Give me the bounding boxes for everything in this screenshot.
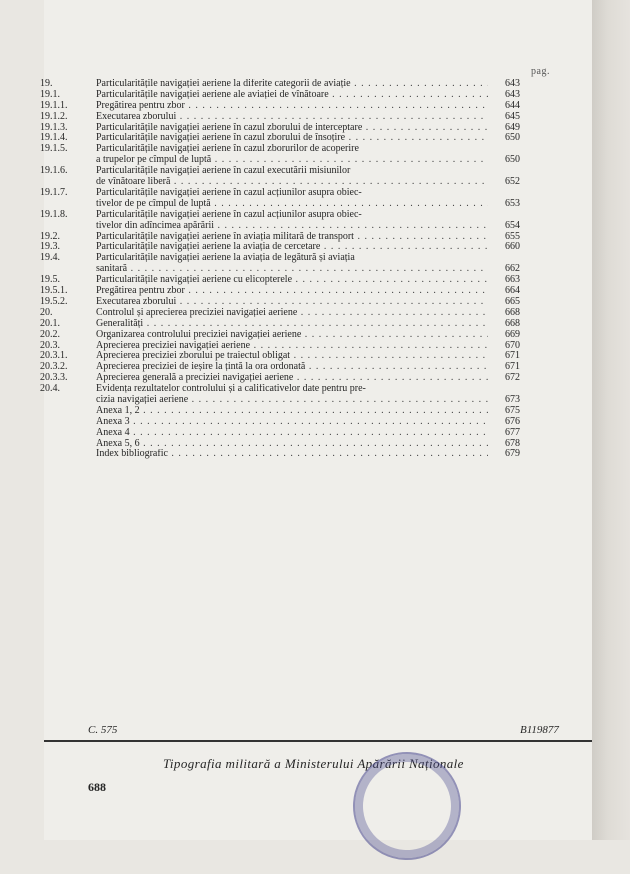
- toc-entry-page: 671: [505, 350, 520, 362]
- toc-entry: [0, 275, 548, 286]
- toc-entry-title: [96, 297, 488, 308]
- toc-entry-title-line: Pregătirea pentru zbor . . .: [96, 101, 488, 112]
- toc-entry: [0, 166, 548, 188]
- toc-entry: [0, 308, 548, 319]
- toc-entry-title-line: Executarea zborului . . .: [96, 297, 488, 308]
- toc-entry: [0, 362, 548, 373]
- toc-entry-title: [96, 242, 488, 253]
- toc-entry-title-line: sanitară . . .: [96, 264, 488, 275]
- toc-entry-title: [96, 308, 488, 319]
- toc-entry-number: 20.3.: [40, 339, 60, 351]
- toc-entry-title-line: Particularitățile navigației aeriene în cazul acțiunilor asupra obiec-: [96, 209, 362, 220]
- toc-entry-page: 671: [505, 361, 520, 373]
- toc-entry-page: 643: [505, 88, 520, 100]
- toc-entry-number: 19.1.1.: [40, 99, 68, 111]
- toc-entry-title: [96, 341, 488, 352]
- toc-entry: [0, 439, 548, 450]
- toc-entry-title-line: Anexa 1, 2 . . .: [96, 406, 488, 417]
- toc-entry-number: 19.3.: [40, 241, 60, 253]
- toc-entry-page: 645: [505, 110, 520, 122]
- toc-entry-page: 663: [505, 274, 520, 286]
- toc-entry: [0, 417, 548, 428]
- toc-entry-number: 19.1.: [40, 88, 60, 100]
- toc-entry-title: [96, 428, 488, 439]
- toc-entry-number: 20.2.: [40, 328, 60, 340]
- toc-entry-title: [96, 439, 488, 450]
- toc-entry-title-line: Evidența rezultatelor controlului și a calificativelor date pentru pre-: [96, 384, 366, 395]
- toc-entry-title: [96, 144, 488, 166]
- toc-entry: [0, 351, 548, 362]
- toc-entry-title: [96, 384, 488, 406]
- toc-entry-title: [96, 319, 488, 330]
- toc-entry: [0, 341, 548, 352]
- toc-entry-title-line: de vînătoare liberă . . .: [96, 177, 488, 188]
- toc-entry: [0, 242, 548, 253]
- toc-entry-title-line: Aprecierea generală a preciziei navigației aeriene . . .: [96, 373, 488, 384]
- toc-entry-page: 676: [505, 415, 520, 427]
- toc-entry-title-line: Aprecierea preciziei navigației aeriene . . .: [96, 341, 488, 352]
- toc-entry-page: 668: [505, 317, 520, 329]
- toc-entry-number: 20.4.: [40, 383, 60, 395]
- toc-entry-title-line: tivelor din adîncimea apărării . . .: [96, 221, 488, 232]
- toc-entry-title: [96, 362, 488, 373]
- toc-entry-number: 19.5.: [40, 274, 60, 286]
- toc-entry-number: 20.3.2.: [40, 361, 68, 373]
- toc-entry-page: 664: [505, 285, 520, 297]
- toc-entry-title: [96, 166, 488, 188]
- toc-entry-title: [96, 79, 488, 90]
- toc-entry-title: [96, 123, 488, 134]
- toc-entry-number: 19.: [40, 78, 53, 89]
- toc-entry-page: 655: [505, 230, 520, 242]
- toc-entry-page: 643: [505, 77, 520, 89]
- toc-entry-title: [96, 351, 488, 362]
- toc-entry-title-line: Anexa 5, 6 . . .: [96, 439, 488, 450]
- toc-entry: [0, 406, 548, 417]
- toc-entry-page: 644: [505, 99, 520, 111]
- toc-entry: [0, 133, 548, 144]
- toc-entry-title: [96, 253, 488, 275]
- toc-entry: [0, 449, 548, 460]
- toc-entry: [0, 253, 548, 275]
- print-code-left: C. 575: [88, 724, 118, 736]
- toc-entry: [0, 101, 548, 112]
- toc-entry-title: [96, 112, 488, 123]
- toc-entry-title-line: Index bibliografic . . .: [96, 449, 488, 460]
- toc-entry-title-line: Pregătirea pentru zbor . . .: [96, 286, 488, 297]
- toc-entry: [0, 232, 548, 243]
- toc-entry-title-line: Particularitățile navigației aeriene la diferite categorii de aviație . . .: [96, 79, 488, 90]
- toc-entry: [0, 90, 548, 101]
- toc-entry-title-line: Particularitățile navigației aeriene în cazul zborului de însoțire . . .: [96, 133, 488, 144]
- toc-entry: [0, 319, 548, 330]
- toc-entry-title-line: Particularitățile navigației aeriene cu elicopterele . . .: [96, 275, 488, 286]
- toc-entry-title-line: Anexa 3 . . .: [96, 417, 488, 428]
- toc-entry: [0, 210, 548, 232]
- toc-entry: [0, 330, 548, 341]
- toc-entry-title-line: Particularitățile navigației aeriene în aviația militară de transport . . .: [96, 232, 488, 243]
- toc-entry-title: [96, 232, 488, 243]
- toc-entry: [0, 373, 548, 384]
- toc-entry-title-line: Particularitățile navigației aeriene în cazul executării misiunilor: [96, 166, 351, 177]
- toc-entry-title: [96, 275, 488, 286]
- page-column-label: pag.: [531, 66, 550, 77]
- toc-entry-title-line: Particularitățile navigației aeriene ale aviației de vînătoare . . .: [96, 90, 488, 101]
- toc-entry-title: [96, 188, 488, 210]
- footer-rule: [44, 740, 592, 742]
- toc-entry-title: [96, 286, 488, 297]
- toc-entry-title-line: Aprecierea preciziei de ieșire la țintă la ora ordonată . . .: [96, 362, 488, 373]
- toc-entry-page: 668: [505, 306, 520, 318]
- toc-entry-title-line: Organizarea controlului preciziei navigației aeriene . . .: [96, 330, 488, 341]
- toc-entry-number: 19.1.2.: [40, 110, 68, 122]
- page-number: 688: [88, 780, 106, 794]
- toc-entry-number: 19.1.3.: [40, 121, 68, 133]
- toc-entry-page: 665: [505, 295, 520, 307]
- toc-entry-page: 649: [505, 121, 520, 133]
- toc-entry-title-line: Particularitățile navigației aeriene în cazul acțiunilor asupra obiec-: [96, 187, 362, 198]
- toc-entry: [0, 428, 548, 439]
- toc-entry-number: 19.5.1.: [40, 285, 68, 297]
- toc-entry-page: 672: [505, 372, 520, 384]
- toc-entry-page: 669: [505, 328, 520, 340]
- toc-entry-page: 654: [505, 219, 520, 231]
- toc-entry-title-line: a trupelor pe cîmpul de luptă . . .: [96, 155, 488, 166]
- print-code-right: B119877: [520, 724, 559, 736]
- table-of-contents: [0, 79, 548, 460]
- toc-entry-page: 652: [505, 176, 520, 188]
- toc-entry-title: [96, 90, 488, 101]
- page-edge-shadow: [592, 0, 630, 840]
- toc-entry: [0, 297, 548, 308]
- toc-entry-title-line: Executarea zborului . . .: [96, 112, 488, 123]
- toc-entry-title: [96, 101, 488, 112]
- toc-entry-page: 662: [505, 263, 520, 275]
- toc-entry-title: [96, 417, 488, 428]
- toc-entry-title: [96, 406, 488, 417]
- toc-entry-number: 19.1.7.: [40, 186, 68, 198]
- toc-entry-page: 675: [505, 404, 520, 416]
- toc-entry-title-line: cizia navigației aeriene . . .: [96, 395, 488, 406]
- toc-entry-title-line: Anexa 4 . . .: [96, 428, 488, 439]
- toc-entry-title-line: Particularitățile navigației aeriene în cazul zborului de interceptare . . .: [96, 123, 488, 134]
- toc-entry-page: 670: [505, 339, 520, 351]
- toc-entry-page: 673: [505, 394, 520, 405]
- toc-entry: [0, 123, 548, 134]
- toc-entry-number: 19.1.8.: [40, 208, 68, 220]
- toc-entry: [0, 112, 548, 123]
- printer-imprint: Tipografia militară a Ministerului Apărării Naționale: [163, 756, 464, 771]
- toc-entry: [0, 286, 548, 297]
- toc-entry-page: 678: [505, 437, 520, 449]
- toc-entry-number: 19.4.: [40, 252, 60, 264]
- toc-entry-title: [96, 210, 488, 232]
- toc-entry: [0, 144, 548, 166]
- toc-entry-page: 679: [505, 448, 520, 460]
- toc-entry: [0, 188, 548, 210]
- toc-entry-title-line: tivelor de pe cîmpul de luptă . . .: [96, 199, 488, 210]
- toc-entry-page: 650: [505, 154, 520, 166]
- toc-entry-page: 677: [505, 426, 520, 438]
- toc-entry-number: 20.3.3.: [40, 372, 68, 384]
- toc-entry-title: [96, 133, 488, 144]
- toc-entry: [0, 384, 548, 406]
- toc-entry: [0, 79, 548, 90]
- toc-entry-page: 660: [505, 241, 520, 253]
- toc-entry-title-line: Particularitățile navigației aeriene la aviația de legătură și aviația: [96, 253, 355, 264]
- toc-entry-title: [96, 449, 488, 460]
- toc-entry-title: [96, 373, 488, 384]
- toc-entry-number: 19.1.6.: [40, 165, 68, 177]
- toc-entry-number: 19.1.5.: [40, 143, 68, 155]
- toc-entry-number: 20.1.: [40, 317, 60, 329]
- toc-entry-title-line: Generalități . . .: [96, 319, 488, 330]
- toc-entry-number: 19.2.: [40, 230, 60, 242]
- toc-entry-title: [96, 330, 488, 341]
- toc-entry-number: 19.1.4.: [40, 132, 68, 144]
- toc-entry-number: 20.3.1.: [40, 350, 68, 362]
- toc-entry-page: 653: [505, 197, 520, 209]
- toc-entry-title-line: Controlul și aprecierea preciziei navigației aeriene . . .: [96, 308, 488, 319]
- toc-entry-title-line: Particularitățile navigației aeriene la aviația de cercetare . . .: [96, 242, 488, 253]
- toc-entry-title-line: Aprecierea preciziei zborului pe traiectul obligat . . .: [96, 351, 488, 362]
- toc-entry-number: 20.: [40, 306, 53, 318]
- toc-entry-title-line: Particularitățile navigației aeriene în cazul zborurilor de acoperire: [96, 144, 359, 155]
- toc-entry-number: 19.5.2.: [40, 295, 68, 307]
- toc-entry-page: 650: [505, 132, 520, 144]
